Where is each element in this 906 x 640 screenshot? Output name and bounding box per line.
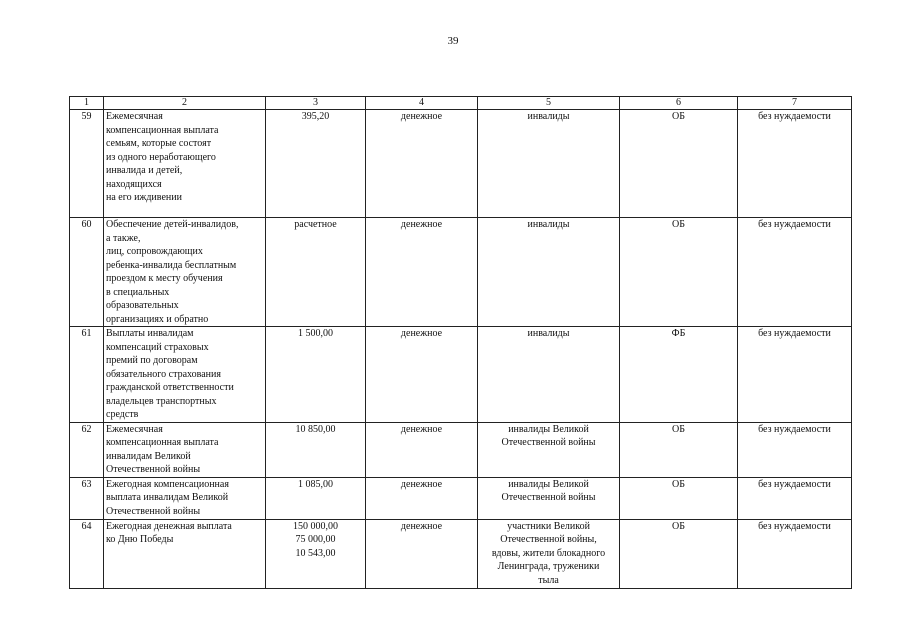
column-header: 1 — [70, 97, 104, 110]
benefit-amount: 150 000,00 75 000,00 10 543,00 — [266, 519, 366, 588]
benefit-recipients: инвалиды — [478, 327, 620, 423]
row-number: 62 — [70, 422, 104, 477]
row-number: 64 — [70, 519, 104, 588]
need-criterion: без нуждаемости — [738, 422, 852, 477]
benefit-form: денежное — [366, 110, 478, 218]
benefits-table — [69, 96, 852, 589]
benefit-recipients: инвалиды — [478, 110, 620, 218]
column-header: 5 — [478, 97, 620, 110]
row-number: 60 — [70, 218, 104, 327]
budget-source: ОБ — [620, 110, 738, 218]
table-row — [70, 218, 852, 327]
need-criterion: без нуждаемости — [738, 519, 852, 588]
budget-source: ОБ — [620, 519, 738, 588]
benefit-amount: 395,20 — [266, 110, 366, 218]
benefit-name: Обеспечение детей-инвалидов, а также, лиц, сопровождающих ребенка-инвалида бесплатным проездом к месту обучения в специальных образовательных организациях и обратно — [104, 218, 266, 327]
benefit-amount: 10 850,00 — [266, 422, 366, 477]
budget-source: ОБ — [620, 477, 738, 519]
benefit-name: Ежемесячная компенсационная выплата семьям, которые состоят из одного неработающего инвалида и детей, находящихся на его иждивении — [104, 110, 266, 218]
row-number: 61 — [70, 327, 104, 423]
column-header: 4 — [366, 97, 478, 110]
page-number: 39 — [447, 35, 459, 47]
benefit-recipients: участники Великой Отечественной войны, вдовы, жители блокадного Ленинграда, труженики тыла — [478, 519, 620, 588]
benefit-amount: расчетное — [266, 218, 366, 327]
need-criterion: без нуждаемости — [738, 327, 852, 423]
table-header-row — [70, 97, 852, 110]
benefit-recipients: инвалиды — [478, 218, 620, 327]
column-header: 2 — [104, 97, 266, 110]
budget-source: ОБ — [620, 422, 738, 477]
benefit-amount: 1 085,00 — [266, 477, 366, 519]
budget-source: ОБ — [620, 218, 738, 327]
table-row — [70, 477, 852, 519]
table-row — [70, 110, 852, 218]
table-row — [70, 422, 852, 477]
column-header: 7 — [738, 97, 852, 110]
benefit-amount: 1 500,00 — [266, 327, 366, 423]
benefit-form: денежное — [366, 477, 478, 519]
benefit-name: Ежегодная денежная выплата ко Дню Победы — [104, 519, 266, 588]
column-header: 3 — [266, 97, 366, 110]
benefit-recipients: инвалиды Великой Отечественной войны — [478, 477, 620, 519]
benefit-recipients: инвалиды Великой Отечественной войны — [478, 422, 620, 477]
benefit-form: денежное — [366, 327, 478, 423]
benefit-form: денежное — [366, 422, 478, 477]
budget-source: ФБ — [620, 327, 738, 423]
need-criterion: без нуждаемости — [738, 477, 852, 519]
need-criterion: без нуждаемости — [738, 218, 852, 327]
table-row — [70, 327, 852, 423]
row-number: 59 — [70, 110, 104, 218]
benefit-form: денежное — [366, 218, 478, 327]
benefit-name: Ежемесячная компенсационная выплата инвалидам Великой Отечественной войны — [104, 422, 266, 477]
column-header: 6 — [620, 97, 738, 110]
table-row — [70, 519, 852, 588]
benefit-name: Ежегодная компенсационная выплата инвалидам Великой Отечественной войны — [104, 477, 266, 519]
benefit-form: денежное — [366, 519, 478, 588]
benefit-name: Выплаты инвалидам компенсаций страховых премий по договорам обязательного страхования гражданской ответственности владельцев транспортных средств — [104, 327, 266, 423]
need-criterion: без нуждаемости — [738, 110, 852, 218]
row-number: 63 — [70, 477, 104, 519]
